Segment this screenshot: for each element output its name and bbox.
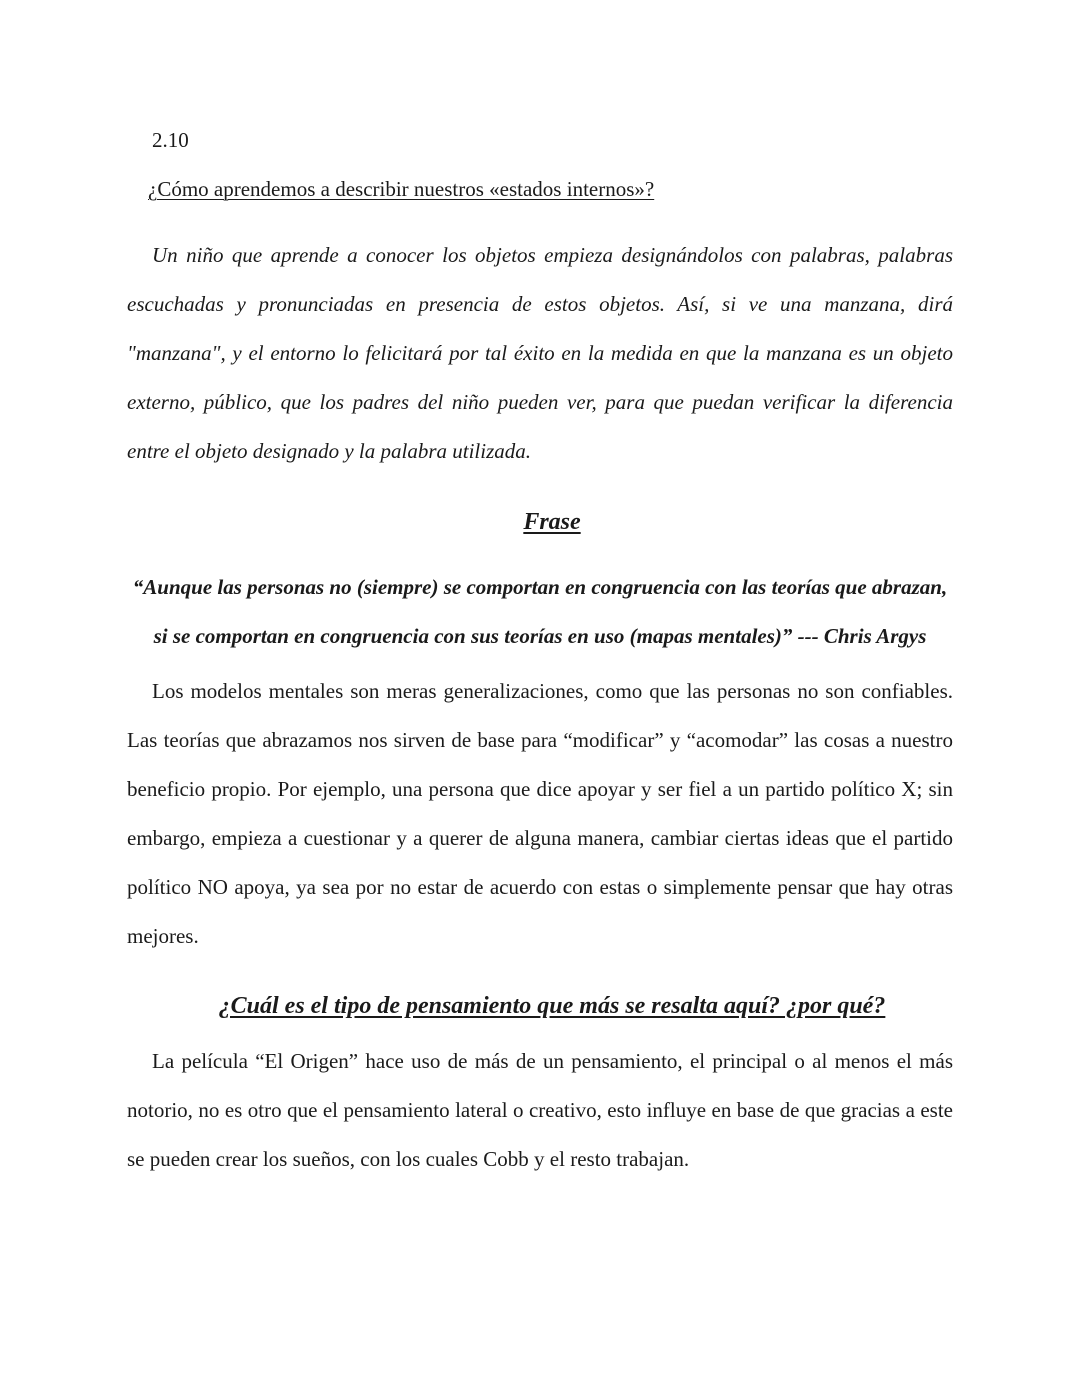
quote-chris-argys: “Aunque las personas no (siempre) se comportan en congruencia con las teorías que abrazan, si se comportan en congruencia con sus teorías en uso (mapas mentales)” --- Chris Argys	[132, 575, 948, 648]
paragraph-mental-models: Los modelos mentales son meras generalizaciones, como que las personas no son confiables. Las teorías que abrazamos nos sirven de base para “modificar” y “acomodar” las cosas a nuestro beneficio propio. Por ejemplo, una persona que dice apoyar y ser fiel a un partido político X; sin embargo, empieza a cuestionar y a querer de alguna manera, cambiar ciertas ideas que el partido político NO apoya, ya sea por no estar de acuerdo con estas o simplemente pensar que hay otras mejores.	[127, 679, 953, 948]
paragraph-italic-intro: Un niño que aprende a conocer los objetos empieza designándolos con palabras, palabras escuchadas y pronunciadas en presencia de estos objetos. Así, si ve una manzana, dirá "manzana", y el entorno lo felicitará por tal éxito en la medida en que la manzana es un objeto externo, público, que los padres del niño pueden ver, para que puedan verificar la diferencia entre el objeto designado y la palabra utilizada.	[127, 243, 953, 463]
section-heading-thinking-type: ¿Cuál es el tipo de pensamiento que más se resalta aquí? ¿por qué?	[218, 993, 886, 1019]
frase-title: Frase	[523, 509, 581, 535]
paragraph-el-origen: La película “El Origen” hace uso de más de un pensamiento, el principal o al menos el más notorio, no es otro que el pensamiento lateral o creativo, esto influye en base de que gracias a este se pueden crear los sueños, con los cuales Cobb y el resto trabajan.	[127, 1049, 953, 1171]
section-number: 2.10	[152, 128, 189, 152]
question-heading: ¿Cómo aprendemos a describir nuestros «estados internos»?	[148, 177, 655, 201]
